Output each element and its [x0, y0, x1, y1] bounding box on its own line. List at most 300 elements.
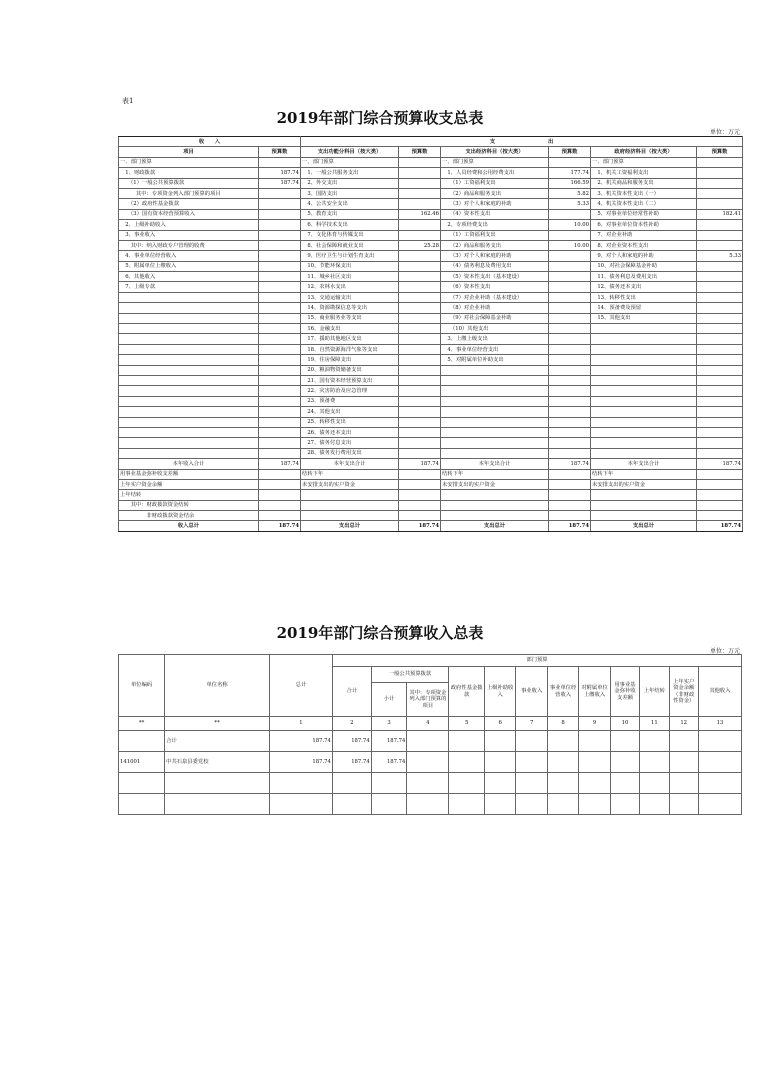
item-cell: 12、债务还本支出	[591, 282, 697, 292]
amount-cell	[697, 344, 743, 354]
amount-cell	[697, 292, 743, 302]
item-cell: （1）工资福利支出	[441, 230, 549, 240]
unit-cell	[119, 794, 165, 815]
h-total: 总计	[270, 655, 333, 717]
item-cell	[119, 292, 259, 302]
table-row	[119, 490, 743, 500]
amount-cell	[697, 396, 743, 406]
amount-cell	[549, 209, 591, 219]
item-cell	[591, 355, 697, 365]
page-title: 2019年部门综合预算收支总表	[276, 109, 484, 127]
unit-label: 单位：万元	[709, 129, 740, 136]
item-cell: 支出总计	[301, 521, 399, 531]
amount-cell	[407, 794, 449, 815]
amount-cell	[259, 500, 301, 510]
h-sub: 小计	[371, 683, 407, 717]
amount-cell	[449, 773, 485, 794]
item-cell: 27、债务付息支出	[301, 438, 399, 448]
amount-cell: 187.74	[697, 459, 743, 469]
item-cell: 上年结转	[119, 490, 259, 500]
item-cell: 4、机关资本性支出（二）	[591, 199, 697, 209]
amount-cell	[259, 334, 301, 344]
item-cell: （8）对企业补助	[441, 303, 549, 313]
item-cell: 11、债务利息及费用支出	[591, 272, 697, 282]
item-cell: 支出总计	[441, 521, 549, 531]
item-cell: 13、转移性支出	[591, 292, 697, 302]
amount-cell	[697, 261, 743, 271]
item-cell: （5）资本性支出（基本建设）	[441, 272, 549, 282]
amount-cell: 187.74	[399, 459, 441, 469]
amount-cell	[259, 438, 301, 448]
amount-cell	[549, 396, 591, 406]
amount-cell: 5.82	[549, 188, 591, 198]
item-cell: 结转下年	[591, 469, 697, 479]
item-cell	[441, 386, 549, 396]
item-cell	[441, 396, 549, 406]
table-row	[119, 355, 743, 365]
unit-label-2: 单位：万元	[709, 648, 740, 655]
amount-cell	[399, 324, 441, 334]
amount-cell	[399, 375, 441, 385]
amount-cell	[547, 752, 578, 773]
amount-cell	[516, 773, 547, 794]
amount-cell	[669, 731, 698, 752]
item-cell: （3）对个人和家庭的补助	[441, 199, 549, 209]
item-cell	[119, 407, 259, 417]
amount-cell: 166.59	[549, 178, 591, 188]
index-cell: 7	[516, 717, 547, 731]
item-cell: 14、预备费及预留	[591, 303, 697, 313]
index-cell: 8	[547, 717, 578, 731]
item-cell: 收入总计	[119, 521, 259, 531]
item-cell: 7、文化体育与传媒支出	[301, 230, 399, 240]
table-row	[119, 479, 743, 489]
item-cell	[591, 427, 697, 437]
amount-cell	[697, 375, 743, 385]
h-fund: 政府性基金拨款	[449, 667, 485, 717]
item-cell	[441, 375, 549, 385]
item-cell: （3）国有资本经营预算收入	[119, 209, 259, 219]
amount-cell	[697, 511, 743, 521]
table-row	[119, 199, 743, 209]
index-cell: 13	[698, 717, 741, 731]
index-cell: 5	[449, 717, 485, 731]
item-cell	[441, 365, 549, 375]
amount-cell	[549, 469, 591, 479]
item-cell	[441, 448, 549, 458]
index-row	[119, 717, 742, 731]
item-cell	[119, 438, 259, 448]
amount-cell	[549, 355, 591, 365]
item-cell: 3、机关资本性支出（一）	[591, 188, 697, 198]
amount-cell	[399, 220, 441, 230]
table-row	[119, 773, 742, 794]
unit-cell: 中共石泉县委党校	[165, 752, 270, 773]
amount-cell	[549, 500, 591, 510]
index-cell: **	[165, 717, 270, 731]
index-cell: 6	[484, 717, 515, 731]
amount-cell	[697, 324, 743, 334]
table-row	[119, 500, 743, 510]
item-cell: （2）商品和服务支出	[441, 240, 549, 250]
amount-cell	[549, 157, 591, 167]
amount-cell	[669, 794, 698, 815]
item-cell	[591, 407, 697, 417]
amount-cell: 187.74	[371, 752, 407, 773]
amount-cell	[259, 396, 301, 406]
amount-cell	[697, 490, 743, 500]
table-tag: 表1	[122, 97, 134, 105]
amount-cell	[547, 731, 578, 752]
table-row	[119, 365, 743, 375]
amount-cell	[579, 794, 610, 815]
item-cell: 3、国防支出	[301, 188, 399, 198]
table-row	[119, 511, 743, 521]
item-cell: （3）对个人和家庭的补助	[441, 251, 549, 261]
item-cell: 14、资源勘探信息等支出	[301, 303, 399, 313]
amount-cell	[259, 313, 301, 323]
item-cell: 2、专项经费支出	[441, 220, 549, 230]
table-row	[119, 396, 743, 406]
unit-cell: 141001	[119, 752, 165, 773]
amount-cell	[549, 334, 591, 344]
amount-cell	[698, 794, 741, 815]
amount-cell	[259, 427, 301, 437]
item-cell: 未安排支出的实户资金	[301, 479, 399, 489]
table-row	[119, 261, 743, 271]
amount-cell	[259, 365, 301, 375]
item-cell: 2、外交支出	[301, 178, 399, 188]
amount-cell	[332, 773, 371, 794]
amount-cell	[547, 794, 578, 815]
amount-cell	[697, 157, 743, 167]
amount-cell	[549, 490, 591, 500]
table-row	[119, 178, 743, 188]
item-cell: 13、交通运输支出	[301, 292, 399, 302]
item-cell: 一、部门预算	[441, 157, 549, 167]
amount-cell	[697, 407, 743, 417]
amount-cell	[399, 396, 441, 406]
amount-cell	[399, 292, 441, 302]
item-cell: 未安排支出的实户资金	[441, 479, 549, 489]
amount-cell	[579, 752, 610, 773]
item-cell	[591, 344, 697, 354]
item-cell: 一、部门预算	[591, 157, 697, 167]
item-cell: 26、债务还本支出	[301, 427, 399, 437]
amount-cell	[259, 375, 301, 385]
expense-header: 支 出	[301, 137, 743, 147]
h-lastcarry: 上年结转	[640, 667, 669, 717]
amount-cell	[407, 752, 449, 773]
amount-cell	[259, 157, 301, 167]
amount-cell	[399, 469, 441, 479]
table-row	[119, 521, 743, 531]
amount-cell	[610, 731, 639, 752]
item-cell: 其中：专项资金列入部门预算的项目	[119, 188, 259, 198]
column-header: 支出经济科目（按大类）	[441, 147, 549, 157]
amount-cell	[640, 731, 669, 752]
h-lastbal: 上年实户资金余额（非财政性资金）	[669, 667, 698, 717]
amount-cell: 10.00	[549, 220, 591, 230]
amount-cell	[484, 752, 515, 773]
item-cell: （10）其他支出	[441, 324, 549, 334]
amount-cell	[549, 375, 591, 385]
amount-cell	[399, 230, 441, 240]
amount-cell	[697, 448, 743, 458]
amount-cell	[549, 344, 591, 354]
item-cell: 15、商业服务业等支出	[301, 313, 399, 323]
item-cell: 18、自然资源海洋气象等支出	[301, 344, 399, 354]
item-cell: 28、债务发行费用支出	[301, 448, 399, 458]
amount-cell: 187.74	[371, 731, 407, 752]
amount-cell	[697, 334, 743, 344]
item-cell: 22、灾害防治及应急管理	[301, 386, 399, 396]
table-row	[119, 469, 743, 479]
h-oper: 事业单位经营收入	[547, 667, 578, 717]
amount-cell	[484, 794, 515, 815]
amount-cell: 177.74	[549, 168, 591, 178]
amount-cell	[399, 479, 441, 489]
amount-cell	[259, 511, 301, 521]
item-cell: 25、转移性支出	[301, 417, 399, 427]
table-row	[119, 188, 743, 198]
amount-cell	[640, 794, 669, 815]
item-cell: 5、对事业单位经常性补助	[591, 209, 697, 219]
amount-cell	[259, 282, 301, 292]
amount-cell	[549, 282, 591, 292]
item-cell: 16、金融支出	[301, 324, 399, 334]
column-header: 政府经济科目（按大类）	[591, 147, 697, 157]
income-header: 收 入	[119, 137, 301, 147]
item-cell: 7、对企业补助	[591, 230, 697, 240]
amount-cell	[399, 427, 441, 437]
table-row	[119, 168, 743, 178]
table-row	[119, 344, 743, 354]
item-cell: 结转下年	[441, 469, 549, 479]
column-header: 预算数	[399, 147, 441, 157]
table-row	[119, 386, 743, 396]
item-cell: 6、对事业单位资本性补助	[591, 220, 697, 230]
item-cell: 5、对附属单位补助支出	[441, 355, 549, 365]
h-code: 单位编码	[119, 655, 165, 717]
item-cell: 一、部门预算	[301, 157, 399, 167]
item-cell: 7、上级专款	[119, 282, 259, 292]
amount-cell	[259, 324, 301, 334]
item-cell	[591, 448, 697, 458]
page-title-2: 2019年部门综合预算收入总表	[276, 624, 484, 642]
index-cell: 1	[270, 717, 333, 731]
amount-cell	[697, 313, 743, 323]
item-cell	[119, 396, 259, 406]
amount-cell	[669, 752, 698, 773]
amount-cell	[549, 261, 591, 271]
unit-cell: 合计	[165, 731, 270, 752]
amount-cell	[549, 417, 591, 427]
index-cell: **	[119, 717, 165, 731]
amount-cell	[549, 292, 591, 302]
amount-cell	[259, 344, 301, 354]
amount-cell: 5.33	[549, 199, 591, 209]
amount-cell	[449, 731, 485, 752]
column-header: 预算数	[697, 147, 743, 157]
amount-cell	[399, 261, 441, 271]
item-cell	[119, 386, 259, 396]
item-cell: 6、其他收入	[119, 272, 259, 282]
item-cell: 本年支出合计	[301, 459, 399, 469]
amount-cell	[399, 313, 441, 323]
h-upper: 上级补助收入	[484, 667, 515, 717]
table-row	[119, 220, 743, 230]
item-cell	[301, 490, 399, 500]
amount-cell	[640, 752, 669, 773]
item-cell: （7）对企业补助（基本建设）	[441, 292, 549, 302]
item-cell	[591, 386, 697, 396]
h-special: 其中：专项资金列入部门预算的项目	[407, 683, 449, 717]
item-cell	[591, 490, 697, 500]
amount-cell: 187.74	[697, 521, 743, 531]
amount-cell	[697, 417, 743, 427]
amount-cell	[697, 220, 743, 230]
column-header: 预算数	[549, 147, 591, 157]
item-cell: 用事业基金弥补收支差额	[119, 469, 259, 479]
amount-cell	[516, 752, 547, 773]
amount-cell	[399, 178, 441, 188]
item-cell	[119, 365, 259, 375]
amount-cell	[399, 168, 441, 178]
item-cell	[441, 417, 549, 427]
item-cell: 4、事业单位经营支出	[441, 344, 549, 354]
item-cell: 其中：财政拨款资金结转	[119, 500, 259, 510]
table-row	[119, 292, 743, 302]
amount-cell	[259, 355, 301, 365]
amount-cell	[399, 448, 441, 458]
amount-cell: 187.74	[332, 731, 371, 752]
item-cell: 4、事业单位经营收入	[119, 251, 259, 261]
amount-cell	[549, 272, 591, 282]
table-row	[119, 251, 743, 261]
amount-cell	[259, 303, 301, 313]
item-cell: （1）工资福利支出	[441, 178, 549, 188]
item-cell: 23、预备费	[301, 396, 399, 406]
item-cell	[591, 324, 697, 334]
amount-cell: 187.74	[549, 521, 591, 531]
item-cell: 8、社会保障和就业支出	[301, 240, 399, 250]
item-cell	[591, 500, 697, 510]
h-other: 其他收入	[698, 667, 741, 717]
amount-cell: 187.74	[259, 521, 301, 531]
amount-cell: 10.00	[549, 240, 591, 250]
amount-cell	[516, 794, 547, 815]
table-row	[119, 313, 743, 323]
table-row	[119, 731, 742, 752]
amount-cell	[399, 417, 441, 427]
amount-cell: 187.74	[259, 168, 301, 178]
table-row	[119, 417, 743, 427]
item-cell	[441, 490, 549, 500]
item-cell: 19、住房保障支出	[301, 355, 399, 365]
item-cell	[119, 427, 259, 437]
amount-cell: 162.46	[399, 209, 441, 219]
amount-cell: 187.74	[259, 178, 301, 188]
item-cell: 5、教育支出	[301, 209, 399, 219]
item-cell: （1）一般公共预算拨款	[119, 178, 259, 188]
item-cell	[591, 417, 697, 427]
item-cell: 2、上级补助收入	[119, 220, 259, 230]
amount-cell	[516, 731, 547, 752]
amount-cell	[669, 773, 698, 794]
item-cell	[119, 324, 259, 334]
amount-cell	[399, 355, 441, 365]
amount-cell: 25.28	[399, 240, 441, 250]
item-cell: 结转下年	[301, 469, 399, 479]
table-row	[119, 459, 743, 469]
index-cell: 4	[407, 717, 449, 731]
amount-cell	[549, 407, 591, 417]
amount-cell: 187.74	[270, 752, 333, 773]
amount-cell: 187.74	[270, 731, 333, 752]
item-cell: 未安排支出的实户资金	[591, 479, 697, 489]
amount-cell	[270, 773, 333, 794]
amount-cell	[698, 731, 741, 752]
table-row	[119, 438, 743, 448]
index-cell: 9	[579, 717, 610, 731]
item-cell: 8、对企业资本性支出	[591, 240, 697, 250]
item-cell: 10、节能环保支出	[301, 261, 399, 271]
h-career: 事业收入	[516, 667, 547, 717]
amount-cell	[547, 773, 578, 794]
table-row	[119, 407, 743, 417]
table-row	[119, 794, 742, 815]
item-cell: 1、机关工资福利支出	[591, 168, 697, 178]
amount-cell: 5.33	[697, 251, 743, 261]
amount-cell	[399, 199, 441, 209]
amount-cell	[549, 303, 591, 313]
summary-table	[118, 136, 743, 532]
item-cell	[119, 313, 259, 323]
amount-cell	[697, 479, 743, 489]
amount-cell	[259, 251, 301, 261]
item-cell: 9、医疗卫生与计划生育支出	[301, 251, 399, 261]
item-cell	[301, 500, 399, 510]
item-cell	[441, 500, 549, 510]
amount-cell	[549, 448, 591, 458]
table-row	[119, 157, 743, 167]
amount-cell	[270, 794, 333, 815]
table-row	[119, 324, 743, 334]
amount-cell	[697, 178, 743, 188]
amount-cell	[549, 251, 591, 261]
amount-cell	[259, 479, 301, 489]
amount-cell	[399, 251, 441, 261]
amount-cell	[259, 272, 301, 282]
item-cell	[119, 448, 259, 458]
amount-cell	[697, 469, 743, 479]
item-cell	[591, 511, 697, 521]
unit-cell	[119, 773, 165, 794]
amount-cell	[259, 386, 301, 396]
item-cell	[301, 511, 399, 521]
amount-cell	[698, 752, 741, 773]
amount-cell	[579, 773, 610, 794]
amount-cell	[399, 334, 441, 344]
item-cell	[119, 355, 259, 365]
amount-cell	[259, 240, 301, 250]
amount-cell	[259, 261, 301, 271]
item-cell: 20、粮油物资储备支出	[301, 365, 399, 375]
item-cell: 9、对个人和家庭的补助	[591, 251, 697, 261]
item-cell: 2、机关商品和服务支出	[591, 178, 697, 188]
item-cell: 1、财政拨款	[119, 168, 259, 178]
